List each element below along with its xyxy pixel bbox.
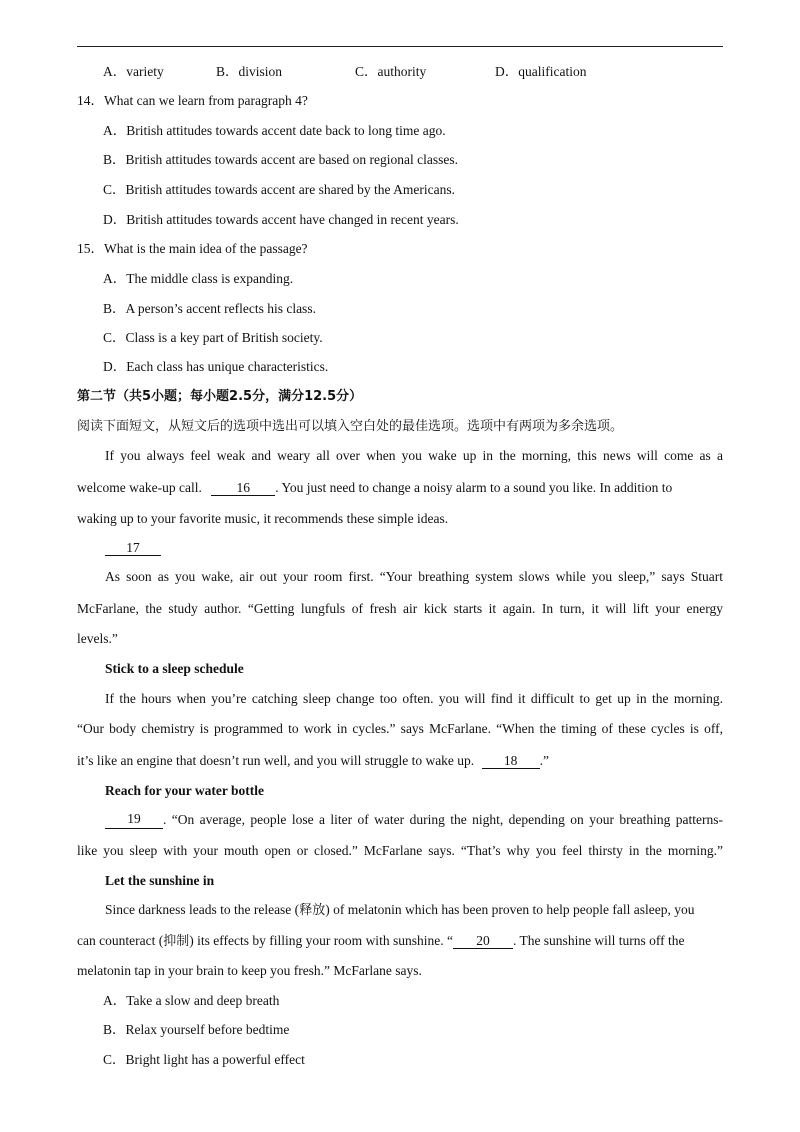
top-rule	[77, 46, 723, 47]
q15-stem: 15．What is the main idea of the passage?	[77, 241, 308, 256]
q15-option-b[interactable]: B．A person’s accent reflects his class.	[103, 301, 316, 316]
passage-p5-line1-start	[105, 901, 694, 920]
answer-option-c[interactable]: C．Bright light has a powerful effect	[103, 1052, 305, 1067]
p5-l2-cjk: 抑制	[163, 934, 190, 949]
passage-p2-line1: As soon as you wake, air out your room first. “Your breathing system slows while you sleep,” says Stuart	[105, 569, 723, 584]
subheading-sleep-schedule: Stick to a sleep schedule	[105, 661, 244, 676]
answer-option-b[interactable]: B．Relax yourself before bedtime	[103, 1022, 290, 1037]
q14-option-c[interactable]: C．British attitudes towards accent are shared by the Americans.	[103, 182, 456, 197]
passage-p3-line3-end: .”	[539, 753, 549, 768]
q15-option-c[interactable]: C．Class is a key part of British society.	[103, 330, 323, 345]
passage-p5-line1	[105, 901, 723, 920]
p5-l1-b: ) of melatonin which has been proven to help people fall asleep, you	[325, 902, 695, 917]
q14-option-a[interactable]: A．British attitudes towards accent date back to long time ago.	[103, 123, 446, 138]
q13-option-a[interactable]: A．variety	[103, 64, 164, 79]
passage-p4-line1	[105, 811, 723, 829]
passage-p3-line3	[77, 752, 549, 770]
blank-17[interactable]: 17	[105, 540, 161, 556]
passage-p1-line2-end: . You just need to change a noisy alarm to a sound you like. In addition to	[275, 480, 673, 495]
q13-option-b[interactable]: B．division	[216, 64, 283, 79]
blank-16[interactable]: 16	[211, 480, 275, 496]
passage-p1-line2	[77, 479, 672, 497]
section-heading: 第二节（共5小题；每小题2.5分，满分12.5分）	[77, 389, 363, 404]
answer-option-a[interactable]: A．Take a slow and deep breath	[103, 993, 280, 1008]
q14-option-b[interactable]: B．British attitudes towards accent are based on regional classes.	[103, 152, 459, 167]
subheading-sunshine: Let the sunshine in	[105, 873, 215, 888]
q14-stem: 14．What can we learn from paragraph 4?	[77, 93, 308, 108]
blank-17-line	[105, 539, 161, 557]
blank-20[interactable]: 20	[453, 933, 513, 949]
blank-18[interactable]: 18	[482, 753, 540, 769]
q13-options	[0, 63, 800, 81]
q14-option-d[interactable]: D．British attitudes towards accent have changed in recent years.	[103, 212, 459, 227]
q13-option-c[interactable]: C．authority	[355, 64, 427, 79]
blank-19[interactable]: 19	[105, 811, 163, 829]
passage-p2-line2: McFarlane, the study author. “Getting lungfuls of fresh air kick starts it again. In turn, it will lift your energy	[77, 601, 723, 616]
passage-p4-line2: like you sleep with your mouth open or closed.” McFarlane says. “That’s why you feel thirsty in the morning.”	[77, 843, 723, 858]
section-instruction: 阅读下面短文，从短文后的选项中选出可以填入空白处的最佳选项。选项中有两项为多余选项。	[77, 419, 624, 434]
p5-l2-b: ) its effects by filling your room with sunshine. “	[189, 933, 453, 948]
p5-l1-cjk: 释放	[299, 903, 326, 918]
q15-option-a[interactable]: A．The middle class is expanding.	[103, 271, 294, 286]
passage-p4-line1-text: . “On average, people lose a liter of water during the night, depending on your breathing patterns-	[163, 812, 723, 827]
q15-option-d[interactable]: D．Each class has unique characteristics.	[103, 359, 329, 374]
passage-p5-line3: melatonin tap in your brain to keep you fresh.” McFarlane says.	[77, 963, 422, 978]
q13-option-d[interactable]: D．qualification	[495, 64, 587, 79]
passage-p2-line3: levels.”	[77, 631, 118, 646]
subheading-water-bottle: Reach for your water bottle	[105, 783, 264, 798]
passage-p1-line3: waking up to your favorite music, it recommends these simple ideas.	[77, 511, 449, 526]
p5-l2-a: can counteract (	[77, 933, 164, 948]
passage-p1-line2-start: welcome wake-up call.	[77, 480, 202, 495]
passage-p3-line1: If the hours when you’re catching sleep change too often. you will find it difficult to get up in the morning.	[105, 691, 723, 706]
p5-l1-a: Since darkness leads to the release (	[105, 902, 300, 917]
p5-l2-c: . The sunshine will turns off the	[512, 933, 685, 948]
passage-p3-line3-start: it’s like an engine that doesn’t run well, and you will struggle to wake up.	[77, 753, 475, 768]
passage-p3-line2: “Our body chemistry is programmed to work in cycles.” says McFarlane. “When the timing of these cycles is off,	[77, 721, 723, 736]
passage-p1-line1: If you always feel weak and weary all over when you wake up in the morning, this news will come as a	[105, 448, 723, 463]
passage-p5-line2	[77, 932, 723, 951]
